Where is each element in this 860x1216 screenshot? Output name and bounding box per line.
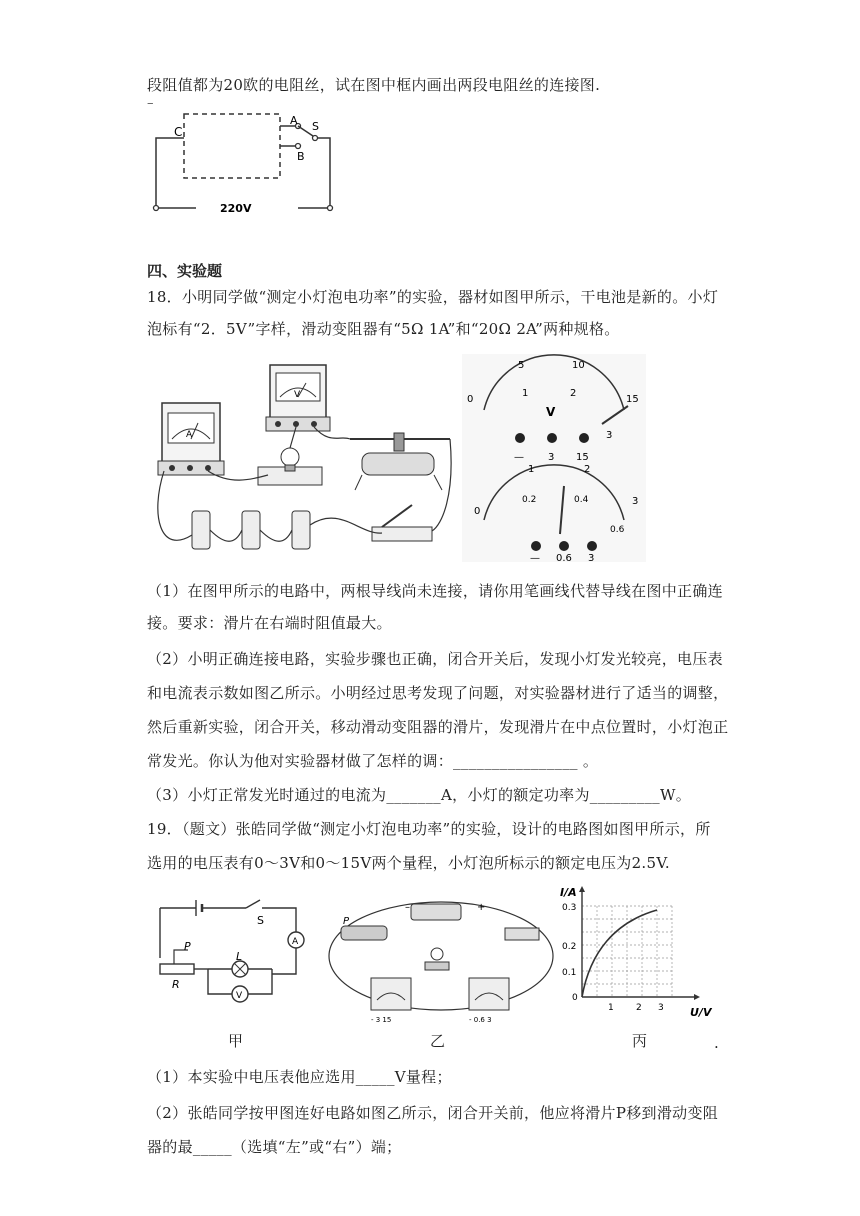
a-tick-2: 2: [584, 464, 591, 475]
v-tick-15: 15: [626, 394, 639, 405]
section-title: 四、实验题: [147, 262, 223, 280]
a-term-label-0-6: 0.6: [556, 553, 572, 562]
v-term-label-3: 3: [548, 452, 555, 463]
q19-sub-1: （1）本实验中电压表他应选用_____V量程；: [147, 1068, 452, 1086]
battery-pack: [411, 904, 461, 920]
v-term-label-15: 15: [576, 452, 589, 463]
q19-line-2: 选用的电压表有0～3V和0～15V两个量程，小灯泡所标示的额定电压为2.5V.: [147, 854, 670, 872]
a-tick-0-2: 0.2: [522, 495, 537, 505]
label-v: V: [236, 991, 243, 1001]
q18-sub-2b: 和电流表示数如图乙所示。小明经过思考发现了问题，对实验器材进行了适当的调整，: [147, 684, 729, 702]
figure-q19-physical-circuit: [325, 892, 557, 1028]
v-term-label-minus: —: [514, 452, 524, 463]
q18-sub-2c: 然后重新实验，闭合开关，移动滑动变阻器的滑片，发现滑片在中点位置时，小灯泡正: [147, 718, 729, 736]
caption-bing: 丙: [632, 1032, 648, 1050]
a-tick-0-4: 0.4: [574, 495, 589, 505]
voltmeter: [371, 978, 411, 1010]
label-s: S: [312, 120, 319, 133]
x-tick-3: 3: [658, 1003, 664, 1013]
v-tick-0: 0: [467, 394, 474, 405]
x-axis-label: U/V: [690, 1006, 712, 1019]
batteries: [192, 511, 310, 549]
q18-line-1: 18．小明同学做“测定小灯泡电功率”的实验，器材如图甲所示，干电池是新的。小灯: [147, 288, 719, 306]
y-tick-0: 0: [572, 993, 578, 1003]
a-term-label-3: 3: [588, 553, 595, 562]
voltmeter-symbol: V: [546, 405, 556, 419]
ammeter-device: [158, 403, 224, 475]
y-tick-0-2: 0.2: [562, 942, 577, 952]
figure-q18-apparatus: [150, 355, 460, 565]
a-tick-1: 1: [528, 464, 535, 475]
v-scale-label: - 3 15: [371, 1016, 392, 1024]
switch: [505, 928, 539, 940]
a-terminal-3: [587, 541, 597, 551]
label-p: P: [184, 940, 191, 953]
lamp: [431, 948, 443, 960]
terminal-right: [328, 206, 333, 211]
q18-sub-1b: 接。要求：滑片在右端时阻值最大。: [147, 614, 392, 632]
x-tick-2: 2: [636, 1003, 642, 1013]
figure-q18-meter-readings: [462, 354, 646, 562]
label-s: S: [257, 914, 264, 927]
switch-s: [246, 900, 260, 908]
figure-q19-circuit-diagram: [150, 888, 310, 1008]
q18-sub-3: （3）小灯正常发光时通过的电流为_______A，小灯的额定功率为_________W。: [147, 786, 691, 804]
caption-yi: 乙: [430, 1032, 446, 1050]
paragraph-line: 段阻值都为20欧的电阻丝，试在图中框内画出两段电阻丝的连接图.: [147, 76, 601, 94]
label-a: A: [292, 937, 299, 947]
q18-sub-2a: （2）小明正确连接电路，实验步骤也正确，闭合开关后，发现小灯发光较亮，电压表: [147, 650, 723, 668]
v-terminal-3: [547, 433, 557, 443]
rheostat: [350, 433, 450, 490]
caption-jia: 甲: [228, 1032, 244, 1050]
v-tick-10: 10: [572, 360, 585, 371]
v-terminal-15: [579, 433, 589, 443]
label-a: A: [290, 114, 298, 127]
v-tick-2: 2: [570, 388, 577, 399]
q19-sub-2a: （2）张皓同学按甲图连好电路如图乙所示，闭合开关前，他应将滑片P移到滑动变阻: [147, 1104, 719, 1122]
label-p: P: [343, 916, 350, 927]
lamp-holder: [258, 448, 322, 485]
switch-blade: [298, 126, 313, 136]
ammeter: [469, 978, 509, 1010]
v-terminal-minus: [515, 433, 525, 443]
voltmeter-device: [266, 365, 330, 431]
voltage-label: 220V: [220, 202, 252, 215]
rheostat: [341, 926, 387, 940]
dashed-box: [184, 114, 280, 178]
x-tick-1: 1: [608, 1003, 614, 1013]
wire-right: [298, 138, 330, 208]
q19-line-1: 19．（题文）张皓同学做“测定小灯泡电功率”的实验，设计的电路图如图甲所示，所: [147, 820, 711, 838]
label-r: R: [172, 978, 180, 991]
v-tick-5: 5: [518, 360, 525, 371]
grid-lines: [582, 906, 672, 997]
q19-sub-2b: 器的最_____（选填“左”或“右”）端；: [147, 1138, 402, 1156]
terminal-b: [296, 144, 301, 149]
a-terminal-minus: [531, 541, 541, 551]
v-tick-3: 3: [606, 430, 613, 441]
q18-sub-1a: （1）在图甲所示的电路中，两根导线尚未连接，请你用笔画线代替导线在图中正确连: [147, 582, 723, 600]
knife-switch: [372, 505, 432, 541]
a-tick-0-6: 0.6: [610, 525, 625, 535]
ammeter-letter: A: [186, 430, 193, 440]
a-terminal-0-6: [559, 541, 569, 551]
q18-sub-2d: 常发光。你认为他对实验器材做了怎样的调：________________ 。: [147, 752, 599, 770]
a-tick-0: 0: [474, 506, 481, 517]
q18-line-2: 泡标有“2．5V”字样，滑动变阻器有“5Ω 1A”和“20Ω 2A”两种规格。: [147, 320, 620, 338]
trailing-dot: .: [714, 1034, 719, 1052]
minus-sign: –: [405, 902, 410, 913]
terminal-left: [154, 206, 159, 211]
a-tick-3: 3: [632, 496, 639, 507]
label-l: L: [236, 950, 243, 963]
y-tick-0-3: 0.3: [562, 903, 577, 913]
rheostat-r: [160, 964, 194, 974]
plus-sign: +: [477, 902, 486, 913]
voltmeter-letter: V: [294, 390, 301, 400]
dash-mark: –: [147, 96, 154, 111]
y-tick-0-1: 0.1: [562, 968, 577, 978]
figure-q17-circuit: [148, 108, 348, 220]
a-scale-label: - 0.6 3: [469, 1016, 492, 1024]
wire-left: [156, 138, 196, 208]
v-tick-1: 1: [522, 388, 529, 399]
figure-q19-iu-graph: [560, 882, 720, 1022]
label-c: C: [174, 125, 183, 139]
switch-pivot: [313, 136, 318, 141]
y-axis-label: I/A: [560, 886, 577, 899]
label-b: B: [297, 150, 305, 163]
a-term-label-minus: —: [530, 553, 540, 562]
